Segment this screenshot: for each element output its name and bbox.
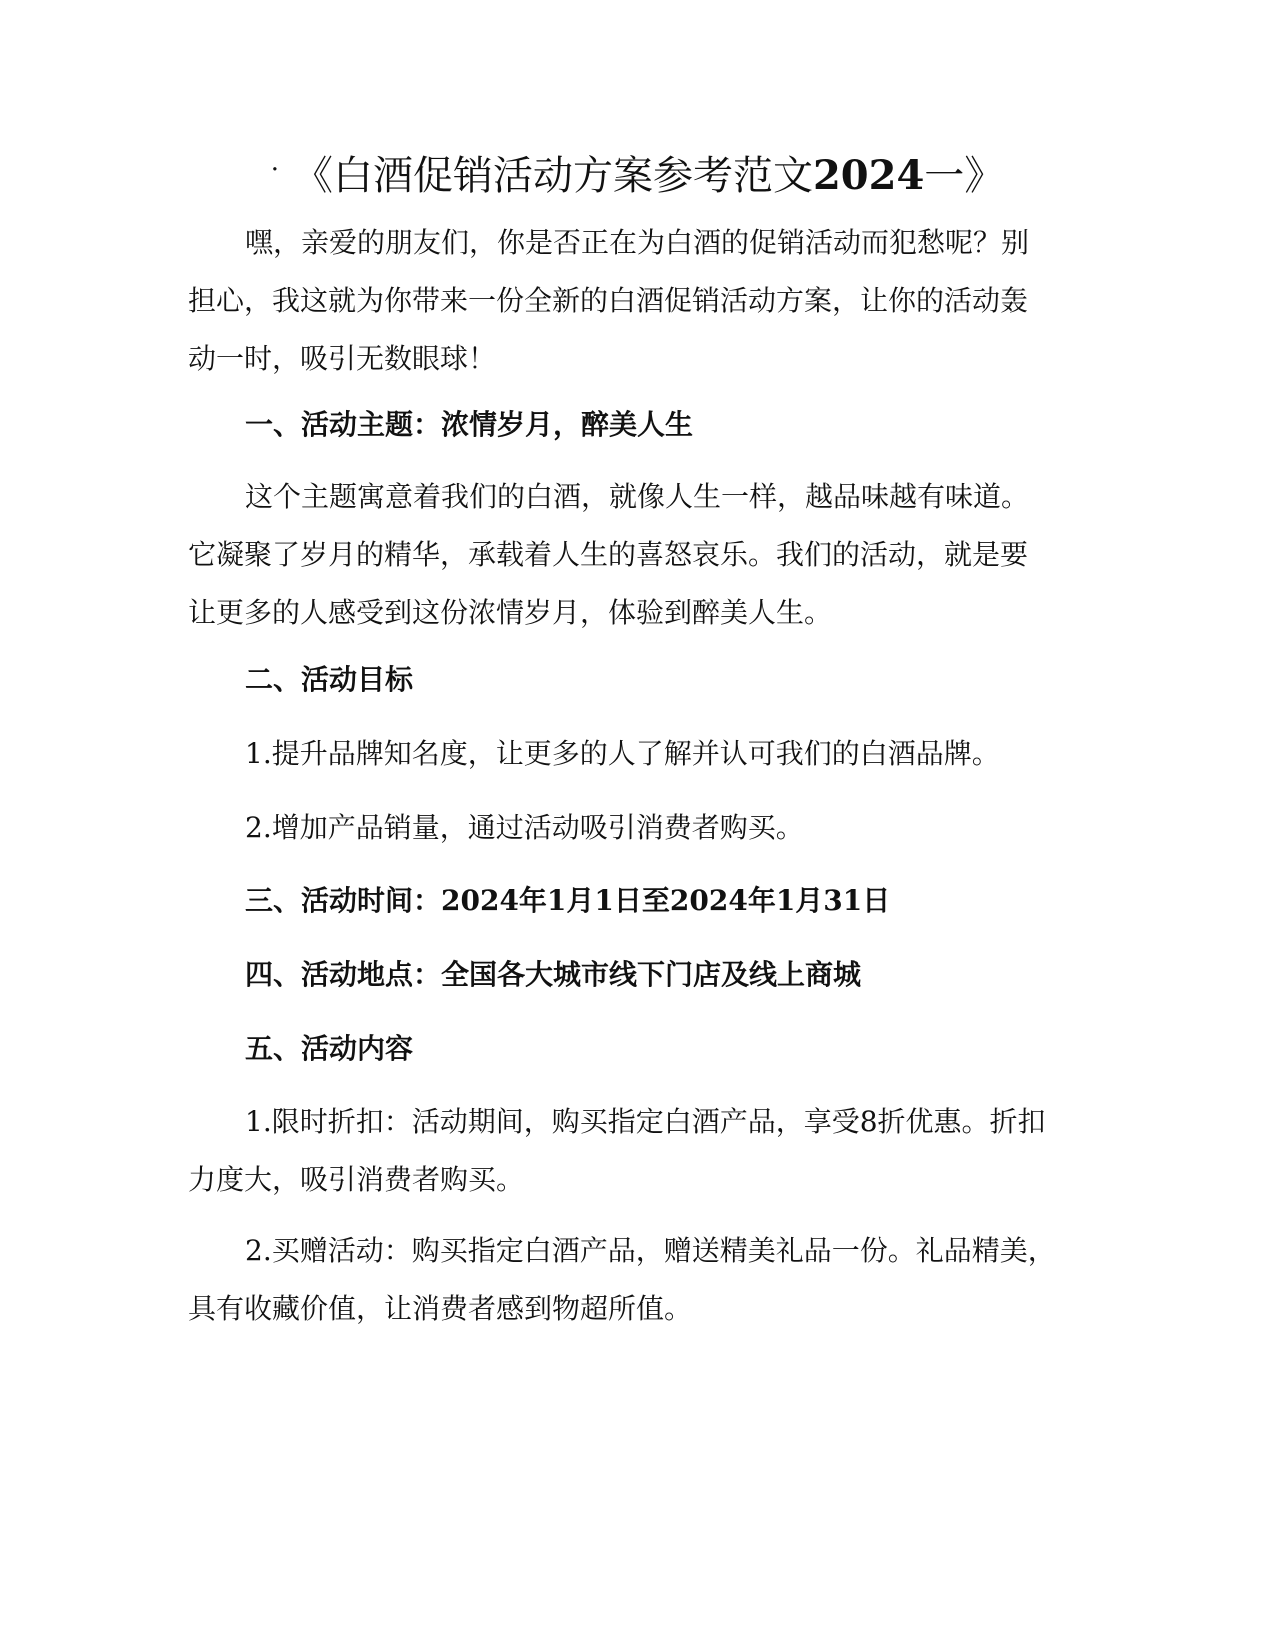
section-1-line: 这个主题寓意着我们的白酒，就像人生一样，越品味越有味道。 — [245, 480, 1030, 513]
section-1-line: 让更多的人感受到这份浓情岁月，体验到醉美人生。 — [188, 596, 833, 629]
section-3-heading: 三、活动时间：2024年1月1日至2024年1月31日 — [245, 884, 891, 917]
intro-paragraph — [188, 214, 1088, 388]
document-title — [0, 148, 1275, 204]
section-1-line: 它凝聚了岁月的精华，承载着人生的喜怒哀乐。我们的活动，就是要 — [188, 538, 1029, 571]
section-1-paragraph — [188, 468, 1088, 642]
intro-line: 嘿，亲爱的朋友们，你是否正在为白酒的促销活动而犯愁呢？别 — [245, 226, 1030, 259]
title-open-text: 《白酒促销活动方案参考范文 — [292, 153, 813, 199]
title-year: 2024 — [812, 152, 925, 199]
section-2-heading: 二、活动目标 — [245, 663, 414, 696]
content-item-1 — [188, 1093, 1088, 1209]
title-close-text: 一》 — [924, 153, 1005, 199]
goal-item-1: 1.提升品牌知名度，让更多的人了解并认可我们的白酒品牌。 — [245, 737, 1000, 770]
intro-line: 动一时，吸引无数眼球！ — [188, 342, 497, 375]
goal-item-2: 2.增加产品销量，通过活动吸引消费者购买。 — [245, 811, 804, 844]
section-5-heading: 五、活动内容 — [245, 1032, 414, 1065]
intro-line: 担心，我这就为你带来一份全新的白酒促销活动方案，让你的活动轰 — [188, 284, 1029, 317]
content-item-1-line: 力度大，吸引消费者购买。 — [188, 1163, 525, 1196]
content-item-2-line: 2.买赠活动：购买指定白酒产品，赠送精美礼品一份。礼品精美， — [245, 1234, 1056, 1267]
title-bullet: · — [270, 155, 279, 185]
content-item-2 — [188, 1222, 1088, 1338]
section-1-heading: 一、活动主题：浓情岁月，醉美人生 — [245, 408, 694, 441]
section-4-heading: 四、活动地点：全国各大城市线下门店及线上商城 — [245, 958, 862, 991]
content-item-2-line: 具有收藏价值，让消费者感到物超所值。 — [188, 1292, 693, 1325]
content-item-1-line: 1.限时折扣：活动期间，购买指定白酒产品，享受8折优惠。折扣 — [245, 1105, 1046, 1138]
